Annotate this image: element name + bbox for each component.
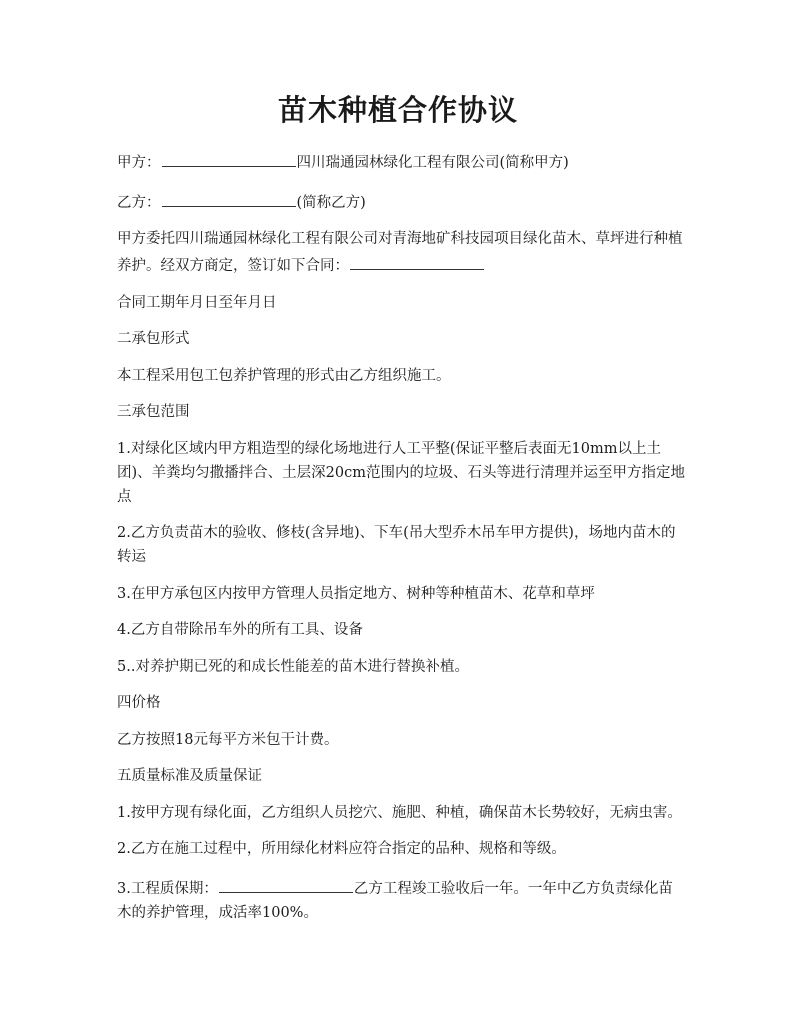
section-3-item-4: 4.乙方自带除吊车外的所有工具、设备 (117, 622, 363, 638)
section-5-item-1: 1.按甲方现有绿化面，乙方组织人员挖穴、施肥、种植，确保苗木长势较好，无病虫害。 (117, 804, 682, 821)
section-5-item-3 (117, 874, 687, 925)
section-3-item-1: 1.对绿化区域内甲方粗造型的绿化场地进行人工平整(保证平整后表面无10mm以上土团)、羊粪均匀撒播拌合、土层深20cm范围内的垃圾、石头等进行清理并运至甲方指定地点 (117, 440, 685, 505)
intro-text: 甲方委托四川瑞通园林绿化工程有限公司对青海地矿科技园项目绿化苗木、草坪进行种植养护。经双方商定，签订如下合同： (117, 231, 683, 274)
section-3-item-2: 2.乙方负责苗木的验收、修枝(含异地)、下车(吊大型乔木吊车甲方提供)，场地内苗木的转运 (117, 525, 676, 565)
party-a-blank (162, 148, 296, 167)
section-5-heading: 五质量标准及质量保证 (117, 768, 262, 784)
party-a-label: 甲方： (117, 155, 161, 171)
party-b-value: (简称乙方) (296, 194, 366, 211)
party-a-value: 四川瑞通园林绿化工程有限公司(简称甲方) (296, 155, 569, 171)
intro-blank (350, 251, 484, 270)
section-4-text: 乙方按照18元每平方米包干计费。 (117, 731, 339, 748)
document-title: 苗木种植合作协议 (277, 93, 518, 127)
section-5-item-2: 2.乙方在施工过程中，所用绿化材料应符合指定的品种、规格和等级。 (117, 841, 566, 857)
section-3-item-5: 5..对养护期已死的和成长性能差的苗木进行替换补植。 (117, 658, 469, 675)
party-b-label: 乙方： (117, 194, 161, 211)
party-a-line (117, 148, 687, 175)
section-3-item-3: 3.在甲方承包区内按甲方管理人员指定地方、树种等种植苗木、花草和草坪 (117, 585, 595, 602)
section-5-item-3-label: 3.工程质保期： (117, 880, 218, 897)
document-body (117, 148, 687, 937)
contract-term: 合同工期年月日至年月日 (117, 294, 277, 311)
section-4-heading: 四价格 (117, 695, 161, 711)
section-2-text: 本工程采用包工包养护管理的形式由乙方组织施工。 (117, 367, 451, 384)
party-b-line (117, 188, 687, 215)
section-2-heading: 二承包形式 (117, 331, 190, 347)
party-b-blank (162, 188, 296, 207)
intro-paragraph (117, 227, 687, 278)
section-5-item-3-text: 乙方工程竣工验收后一年。一年中乙方负责绿化苗木的养护管理，成活率100%。 (117, 880, 673, 921)
warranty-blank (219, 874, 353, 893)
section-3-heading: 三承包范围 (117, 404, 190, 420)
